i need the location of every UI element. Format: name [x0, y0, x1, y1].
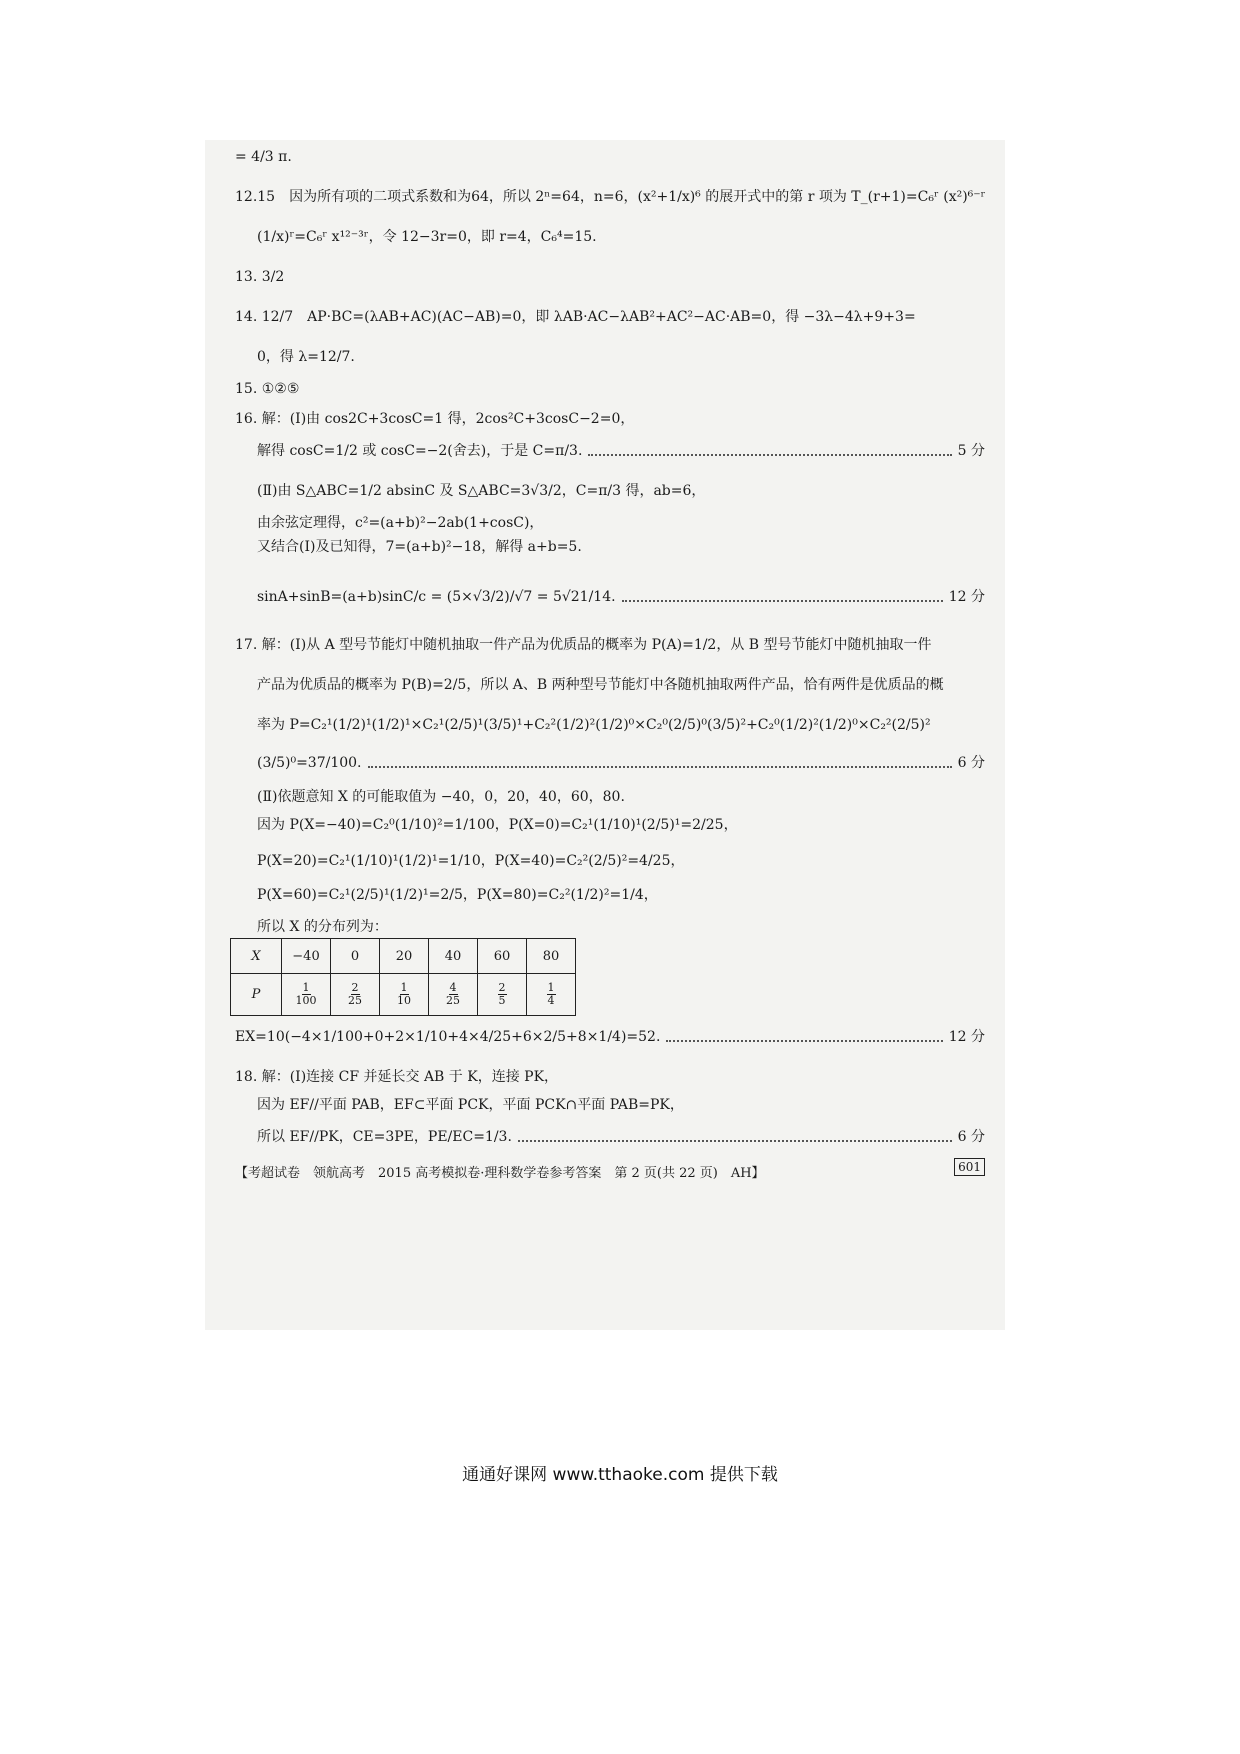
table-cell-x: 40 — [429, 939, 478, 974]
prob-denominator: 4 — [547, 994, 555, 1007]
prob-numerator: 1 — [302, 981, 310, 994]
answer-16-line6 — [257, 588, 985, 606]
leader-dots — [588, 454, 951, 456]
answer-17-expectation — [235, 1028, 985, 1046]
score-6: 6 分 — [957, 1129, 985, 1145]
prob-denominator: 100 — [295, 994, 317, 1007]
leader-dots — [368, 766, 952, 768]
answer-14-line1: 14. 12/7 AP·BC=(λAB+AC)(AC−AB)=0，即 λAB·AC−λAB²+AC²−AC·AB=0，得 −3λ−4λ+9+3= — [235, 309, 916, 325]
answer-15: 15. ①②⑤ — [235, 381, 300, 397]
answer-17-line4-text: (3/5)⁰=37/100. — [257, 755, 362, 771]
answer-13: 13. 3/2 — [235, 269, 285, 285]
leader-dots — [622, 600, 943, 602]
answer-18-line3 — [257, 1128, 985, 1146]
table-cell-p — [478, 974, 527, 1016]
answer-17-line7: P(X=20)=C₂¹(1/10)¹(1/2)¹=1/10，P(X=40)=C₂²(2/5)²=4/25， — [257, 853, 685, 869]
line-11-tail: = 4/3 π. — [235, 149, 292, 165]
answer-17-line3: 率为 P=C₂¹(1/2)¹(1/2)¹×C₂¹(2/5)¹(3/5)¹+C₂²(1/2)²(1/2)⁰×C₂⁰(2/5)⁰(3/5)²+C₂⁰(1/2)²(1/2)⁰×C₂²(2/5)² — [257, 717, 931, 733]
page-footer: 【考超试卷 领航高考 2015 高考模拟卷·理科数学卷参考答案 第 2 页(共 22 页) AH】 — [235, 1166, 765, 1181]
table-header-x: X — [231, 939, 282, 974]
prob-denominator: 25 — [348, 994, 362, 1007]
page-code: 601 — [954, 1158, 985, 1176]
answer-16-line1: 16. 解：(Ⅰ)由 cos2C+3cosC=1 得，2cos²C+3cosC−2=0， — [235, 411, 635, 427]
answer-18-line1: 18. 解：(Ⅰ)连接 CF 并延长交 AB 于 K，连接 PK， — [235, 1069, 559, 1085]
table-cell-x: 0 — [331, 939, 380, 974]
score-12: 12 分 — [948, 1029, 985, 1045]
score-5: 5 分 — [957, 443, 985, 459]
prob-denominator: 10 — [397, 994, 411, 1007]
table-cell-p — [380, 974, 429, 1016]
answer-17-line2: 产品为优质品的概率为 P(B)=2/5，所以 A、B 两种型号节能灯中各随机抽取两件产品，恰有两件是优质品的概 — [257, 677, 944, 693]
answer-16-line3: (Ⅱ)由 S△ABC=1/2 absinC 及 S△ABC=3√3/2，C=π/3 得，ab=6， — [257, 483, 706, 499]
table-cell-p — [331, 974, 380, 1016]
prob-denominator: 25 — [446, 994, 460, 1007]
answer-17-line5: (Ⅱ)依题意知 X 的可能取值为 −40，0，20，40，60，80. — [257, 789, 625, 805]
table-cell-p — [429, 974, 478, 1016]
prob-numerator: 1 — [400, 981, 408, 994]
answer-17-line9: 所以 X 的分布列为： — [257, 919, 388, 935]
leader-dots — [518, 1140, 952, 1142]
table-cell-x: 60 — [478, 939, 527, 974]
prob-numerator: 2 — [498, 981, 506, 994]
table-row — [231, 939, 576, 974]
table-row — [231, 974, 576, 1016]
answer-16-line6-text: sinA+sinB=(a+b)sinC/c = (5×√3/2)/√7 = 5√21/14. — [257, 589, 616, 605]
prob-denominator: 5 — [498, 994, 506, 1007]
table-cell-p — [282, 974, 331, 1016]
answer-16-line4: 由余弦定理得，c²=(a+b)²−2ab(1+cosC)， — [257, 515, 544, 531]
answer-12-line2: (1/x)ʳ=C₆ʳ x¹²⁻³ʳ，令 12−3r=0，即 r=4，C₆⁴=15. — [257, 229, 597, 245]
answer-12-line1: 12.15 因为所有项的二项式系数和为64，所以 2ⁿ=64，n=6，(x²+1/x)⁶ 的展开式中的第 r 项为 T_(r+1)=C₆ʳ (x²)⁶⁻ʳ — [235, 189, 986, 205]
leader-dots — [666, 1040, 942, 1042]
table-header-p: P — [231, 974, 282, 1016]
answer-17-expectation-text: EX=10(−4×1/100+0+2×1/10+4×4/25+6×2/5+8×1/4)=52. — [235, 1029, 661, 1045]
answer-17-line4 — [257, 754, 985, 772]
watermark: 通通好课网 www.tthaoke.com 提供下载 — [462, 1465, 778, 1485]
prob-numerator: 4 — [449, 981, 457, 994]
answer-16-line2 — [257, 442, 985, 460]
table-cell-x: −40 — [282, 939, 331, 974]
answer-17-line6: 因为 P(X=−40)=C₂⁰(1/10)²=1/100，P(X=0)=C₂¹(1/10)¹(2/5)¹=2/25， — [257, 817, 738, 833]
answer-16-line5: 又结合(Ⅰ)及已知得，7=(a+b)²−18，解得 a+b=5. — [257, 539, 582, 555]
table-cell-x: 80 — [527, 939, 576, 974]
answer-14-line2: 0，得 λ=12/7. — [257, 349, 355, 365]
answer-17-line1: 17. 解：(Ⅰ)从 A 型号节能灯中随机抽取一件产品为优质品的概率为 P(A)=1/2，从 B 型号节能灯中随机抽取一件 — [235, 637, 932, 653]
score-12: 12 分 — [948, 589, 985, 605]
table-cell-p — [527, 974, 576, 1016]
prob-numerator: 2 — [351, 981, 359, 994]
answer-18-line3-text: 所以 EF//PK，CE=3PE，PE/EC=1/3. — [257, 1129, 512, 1145]
answer-17-line8: P(X=60)=C₂¹(2/5)¹(1/2)¹=2/5，P(X=80)=C₂²(1/2)²=1/4， — [257, 887, 658, 903]
scanned-page — [205, 140, 1005, 1330]
answer-18-line2: 因为 EF//平面 PAB，EF⊂平面 PCK，平面 PCK∩平面 PAB=PK， — [257, 1097, 684, 1113]
prob-numerator: 1 — [547, 981, 555, 994]
table-cell-x: 20 — [380, 939, 429, 974]
distribution-table — [230, 938, 576, 1016]
answer-16-line2-text: 解得 cosC=1/2 或 cosC=−2(舍去)，于是 C=π/3. — [257, 443, 583, 459]
score-6: 6 分 — [957, 755, 985, 771]
